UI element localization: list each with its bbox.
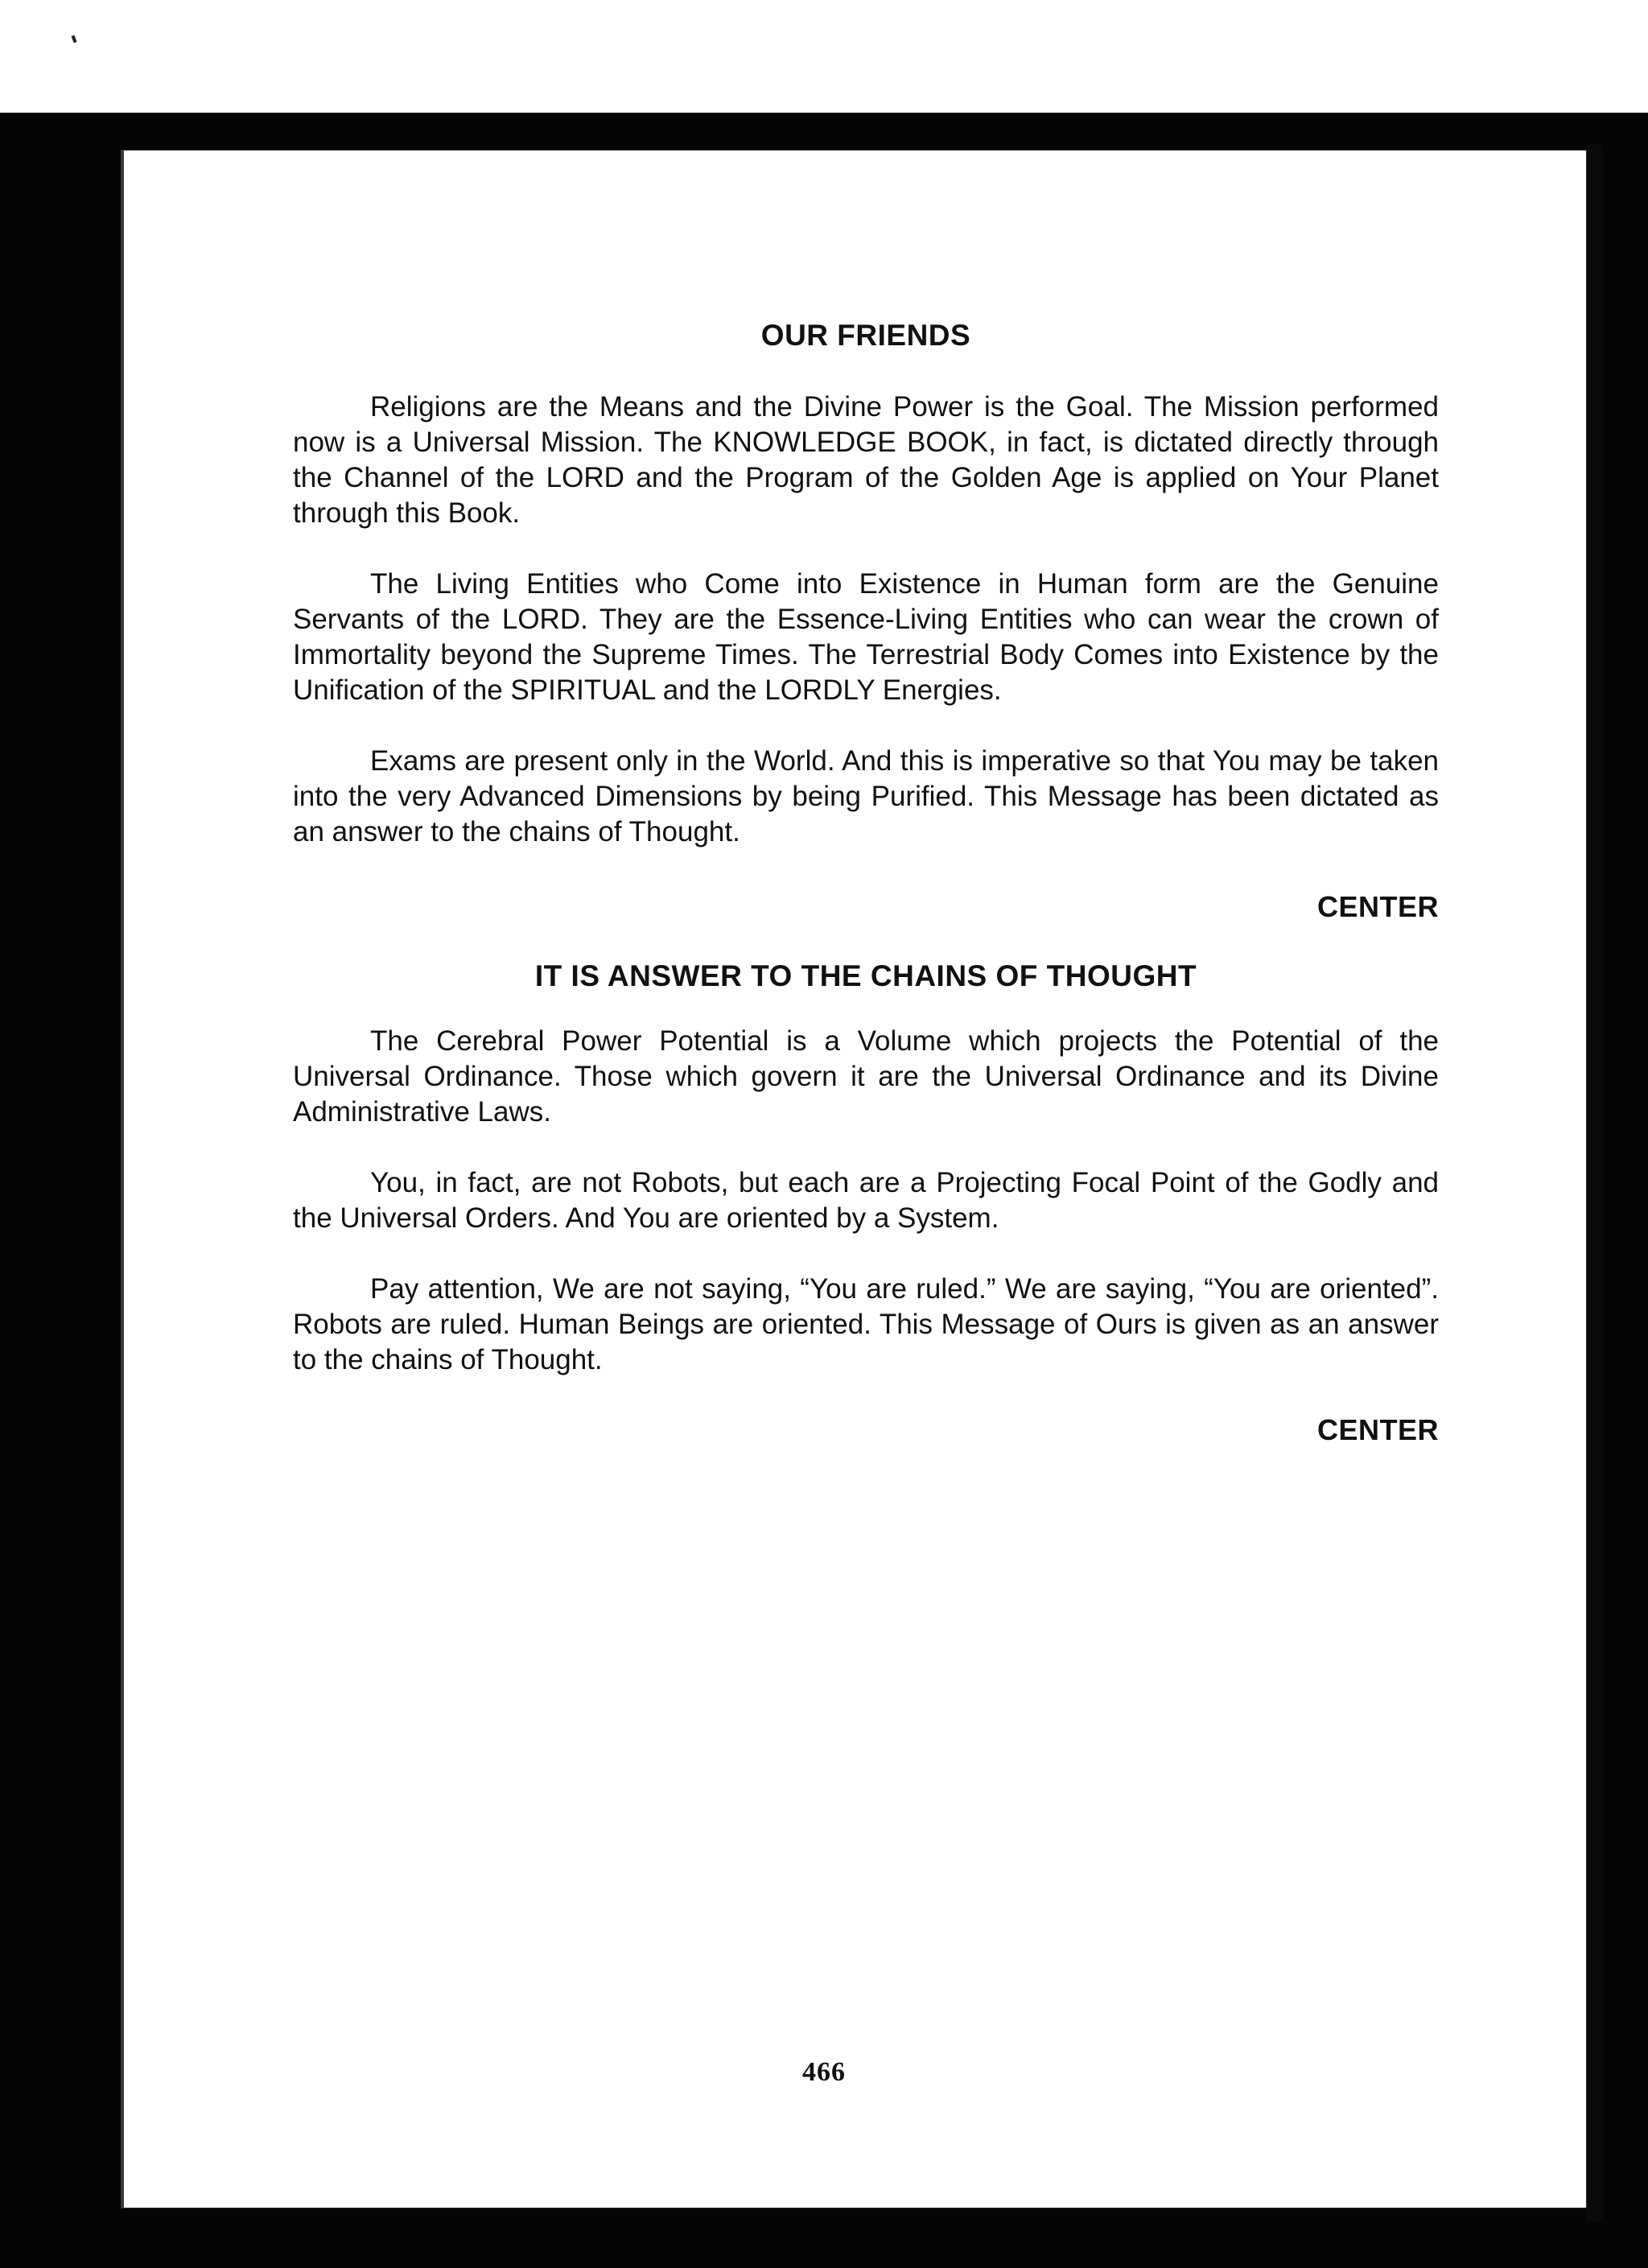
paragraph: You, in fact, are not Robots, but each are a Projecting Focal Point of the Godly and the Universal Orders. And You are oriented by a System. xyxy=(293,1167,1439,1234)
paragraph: Religions are the Means and the Divine Power is the Goal. The Mission performed now is a Universal Mission. The KNOWLEDGE BOOK, in fact, is dictated directly through the Channel of the LORD and the Program of the Golden Age is applied on Your Planet through this Book. xyxy=(293,391,1439,529)
signature-center: CENTER xyxy=(1316,890,1439,923)
page-left-edge xyxy=(121,150,124,2208)
scan-top-margin xyxy=(0,0,1648,113)
signature-center: CENTER xyxy=(1316,1413,1439,1446)
scan-right-edge xyxy=(1587,145,1603,2221)
page-content xyxy=(293,315,1439,1450)
paragraph: The Living Entities who Come into Existence in Human form are the Genuine Servants of the LORD. They are the Essence-Living Entities who can wear the crown of Immortality beyond the Supreme Times. The Terrestrial Body Comes into Existence by the Unification of the SPIRITUAL and the LORDLY Energies. xyxy=(293,568,1439,706)
page-number: 466 xyxy=(802,2057,846,2087)
paragraph: The Cerebral Power Potential is a Volume which projects the Potential of the Universal Ordinance. Those which govern it are the Universal Ordinance and its Divine Administrative Laws. xyxy=(293,1025,1439,1128)
paragraph: Pay attention, We are not saying, “You are ruled.” We are saying, “You are oriented”. Robots are ruled. Human Beings are oriented. This Message of Ours is given as an answer to the chains of Thought. xyxy=(293,1273,1439,1375)
paragraph: Exams are present only in the World. And this is imperative so that You may be taken into the very Advanced Dimensions by being Purified. This Message has been dictated as an answer to the chains of Thought. xyxy=(293,745,1439,847)
section-title-answer-chains-of-thought: IT IS ANSWER TO THE CHAINS OF THOUGHT xyxy=(534,959,1197,992)
section-title-our-friends: OUR FRIENDS xyxy=(760,319,971,352)
